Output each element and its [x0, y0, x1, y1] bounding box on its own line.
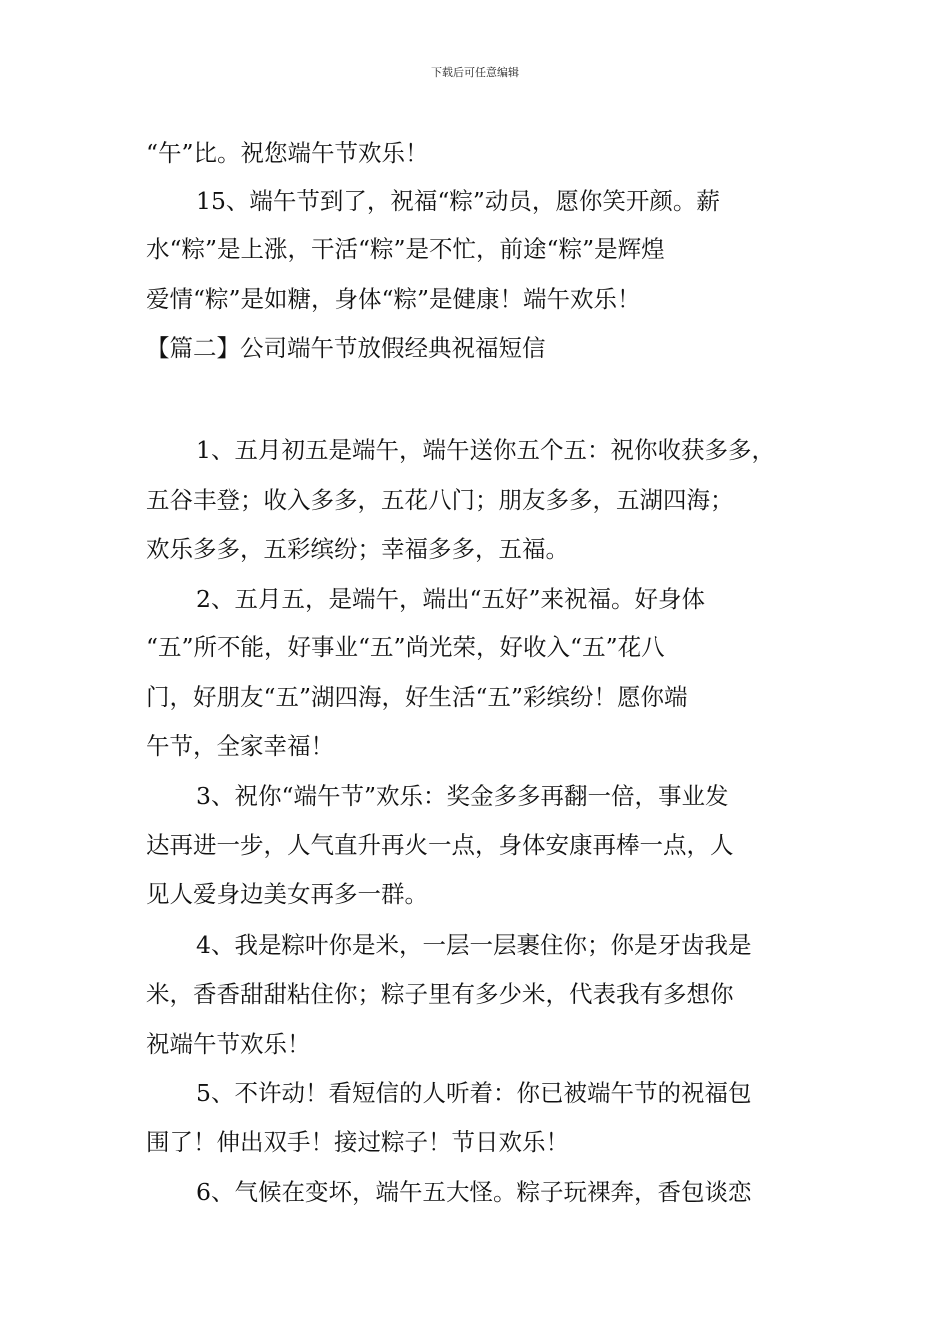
- paragraph-5-line-2: 围了！伸出双手！接过粽子！节日欢乐！: [146, 1128, 569, 1156]
- paragraph-2-line-4: 午节，全家幸福！: [146, 732, 334, 760]
- paragraph-3-line-1: 3、祝你“端午节”欢乐：奖金多多再翻一倍，事业发: [196, 782, 729, 810]
- paragraph-2-line-2: “五”所不能，好事业“五”尚光荣，好收入“五”花八: [146, 633, 665, 661]
- paragraph-15-line-1: 15、端午节到了，祝福“粽”动员，愿你笑开颜。薪: [196, 187, 720, 215]
- paragraph-3-line-3: 见人爱身边美女再多一群。: [146, 880, 428, 908]
- paragraph-2-line-3: 门，好朋友“五”湖四海，好生活“五”彩缤纷！愿你端: [146, 683, 688, 711]
- paragraph-4-line-1: 4、我是粽叶你是米，一层一层裹住你；你是牙齿我是: [196, 931, 752, 959]
- paragraph-1-line-2: 五谷丰登；收入多多，五花八门；朋友多多，五湖四海；: [146, 486, 734, 514]
- paragraph-4-line-3: 祝端午节欢乐！: [146, 1030, 311, 1058]
- paragraph-2-line-1: 2、五月五，是端午，端出“五好”来祝福。好身体: [196, 585, 705, 613]
- paragraph-6-line-1: 6、气候在变坏，端午五大怪。粽子玩裸奔，香包谈恋: [196, 1178, 752, 1206]
- text-line: “午”比。祝您端午节欢乐！: [146, 139, 429, 167]
- paragraph-4-line-2: 米，香香甜甜粘住你；粽子里有多少米，代表我有多想你: [146, 980, 734, 1008]
- page-header-note: 下载后可任意编辑: [431, 66, 519, 79]
- paragraph-3-line-2: 达再进一步，人气直升再火一点，身体安康再棒一点，人: [146, 831, 734, 859]
- paragraph-15-line-3: 爱情“粽”是如糖，身体“粽”是健康！端午欢乐！: [146, 285, 641, 313]
- paragraph-1-line-3: 欢乐多多，五彩缤纷；幸福多多，五福。: [146, 535, 569, 563]
- section-heading: 【篇二】公司端午节放假经典祝福短信: [146, 334, 546, 362]
- paragraph-5-line-1: 5、不许动！看短信的人听着：你已被端午节的祝福包: [196, 1079, 752, 1107]
- paragraph-15-line-2: 水“粽”是上涨，干活“粽”是不忙，前途“粽”是辉煌: [146, 235, 665, 263]
- paragraph-1-line-1: 1、五月初五是端午，端午送你五个五：祝你收获多多，: [196, 436, 775, 464]
